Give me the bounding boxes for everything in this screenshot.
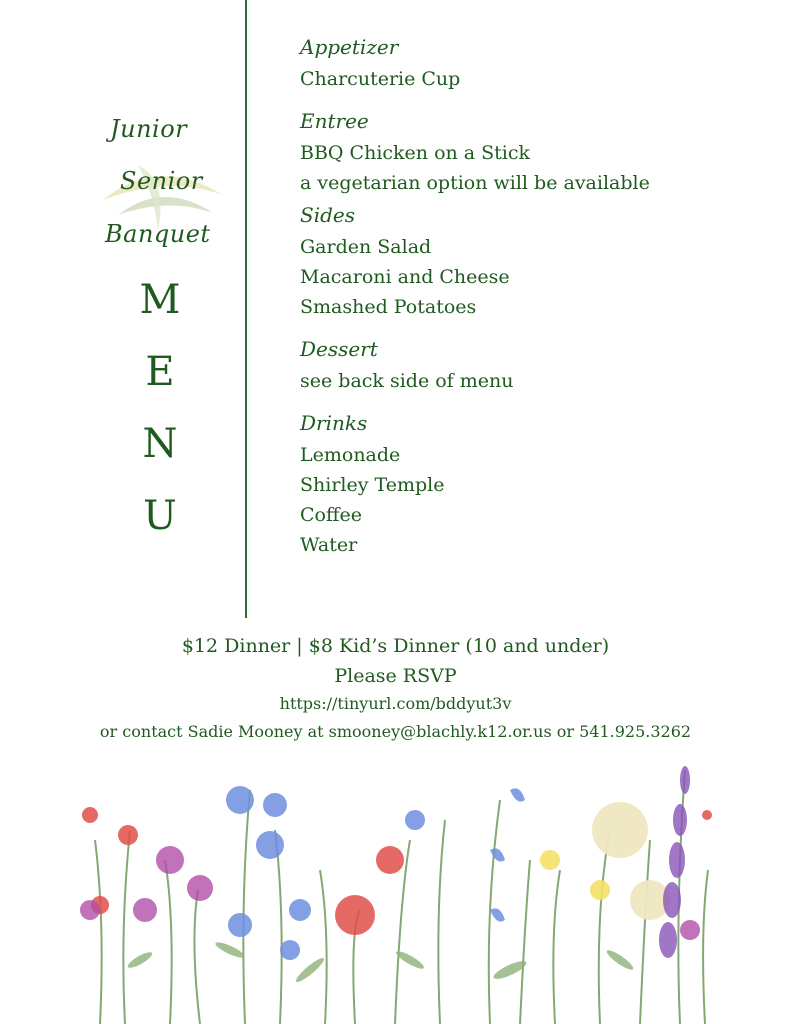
menu-item: Garden Salad bbox=[300, 236, 432, 258]
menu-item: Coffee bbox=[300, 504, 362, 526]
section-dessert bbox=[300, 332, 770, 396]
menu-letter: N bbox=[142, 421, 178, 467]
rsvp-line: Please RSVP bbox=[334, 665, 457, 687]
menu-letter: U bbox=[143, 493, 177, 539]
price-line: $12 Dinner | $8 Kid’s Dinner (10 and under) bbox=[181, 635, 610, 657]
section-sides bbox=[300, 198, 770, 322]
section-heading: Appetizer bbox=[300, 35, 399, 59]
title-senior: Senior bbox=[120, 167, 203, 195]
menu-item: Charcuterie Cup bbox=[300, 68, 461, 90]
menu-item: Water bbox=[300, 534, 358, 556]
menu-vertical-word bbox=[130, 278, 190, 566]
section-heading: Drinks bbox=[300, 411, 368, 435]
event-title bbox=[70, 105, 250, 265]
section-heading: Dessert bbox=[300, 337, 378, 361]
menu-item: Lemonade bbox=[300, 444, 401, 466]
menu-item: BBQ Chicken on a Stick bbox=[300, 142, 531, 164]
menu-item: a vegetarian option will be available bbox=[300, 172, 650, 194]
title-junior: Junior bbox=[110, 115, 188, 143]
contact-line: or contact Sadie Mooney at smooney@blachly.k12.or.us or 541.925.3262 bbox=[99, 722, 692, 741]
menu-letter: M bbox=[139, 277, 181, 323]
section-appetizer bbox=[300, 30, 770, 94]
menu-item: see back side of menu bbox=[300, 370, 514, 392]
footer-info bbox=[0, 630, 791, 746]
menu-item: Macaroni and Cheese bbox=[300, 266, 510, 288]
vertical-divider bbox=[245, 0, 247, 618]
rsvp-link[interactable]: https://tinyurl.com/bddyut3v bbox=[279, 694, 512, 713]
menu-item: Shirley Temple bbox=[300, 474, 445, 496]
section-entree bbox=[300, 104, 770, 198]
menu-content bbox=[300, 30, 770, 560]
section-heading: Entree bbox=[300, 109, 369, 133]
title-banquet: Banquet bbox=[105, 220, 211, 248]
menu-item: Smashed Potatoes bbox=[300, 296, 477, 318]
section-drinks bbox=[300, 406, 770, 560]
section-heading: Sides bbox=[300, 203, 355, 227]
menu-letter: E bbox=[145, 349, 175, 395]
wildflower-illustration-icon bbox=[80, 760, 712, 1024]
